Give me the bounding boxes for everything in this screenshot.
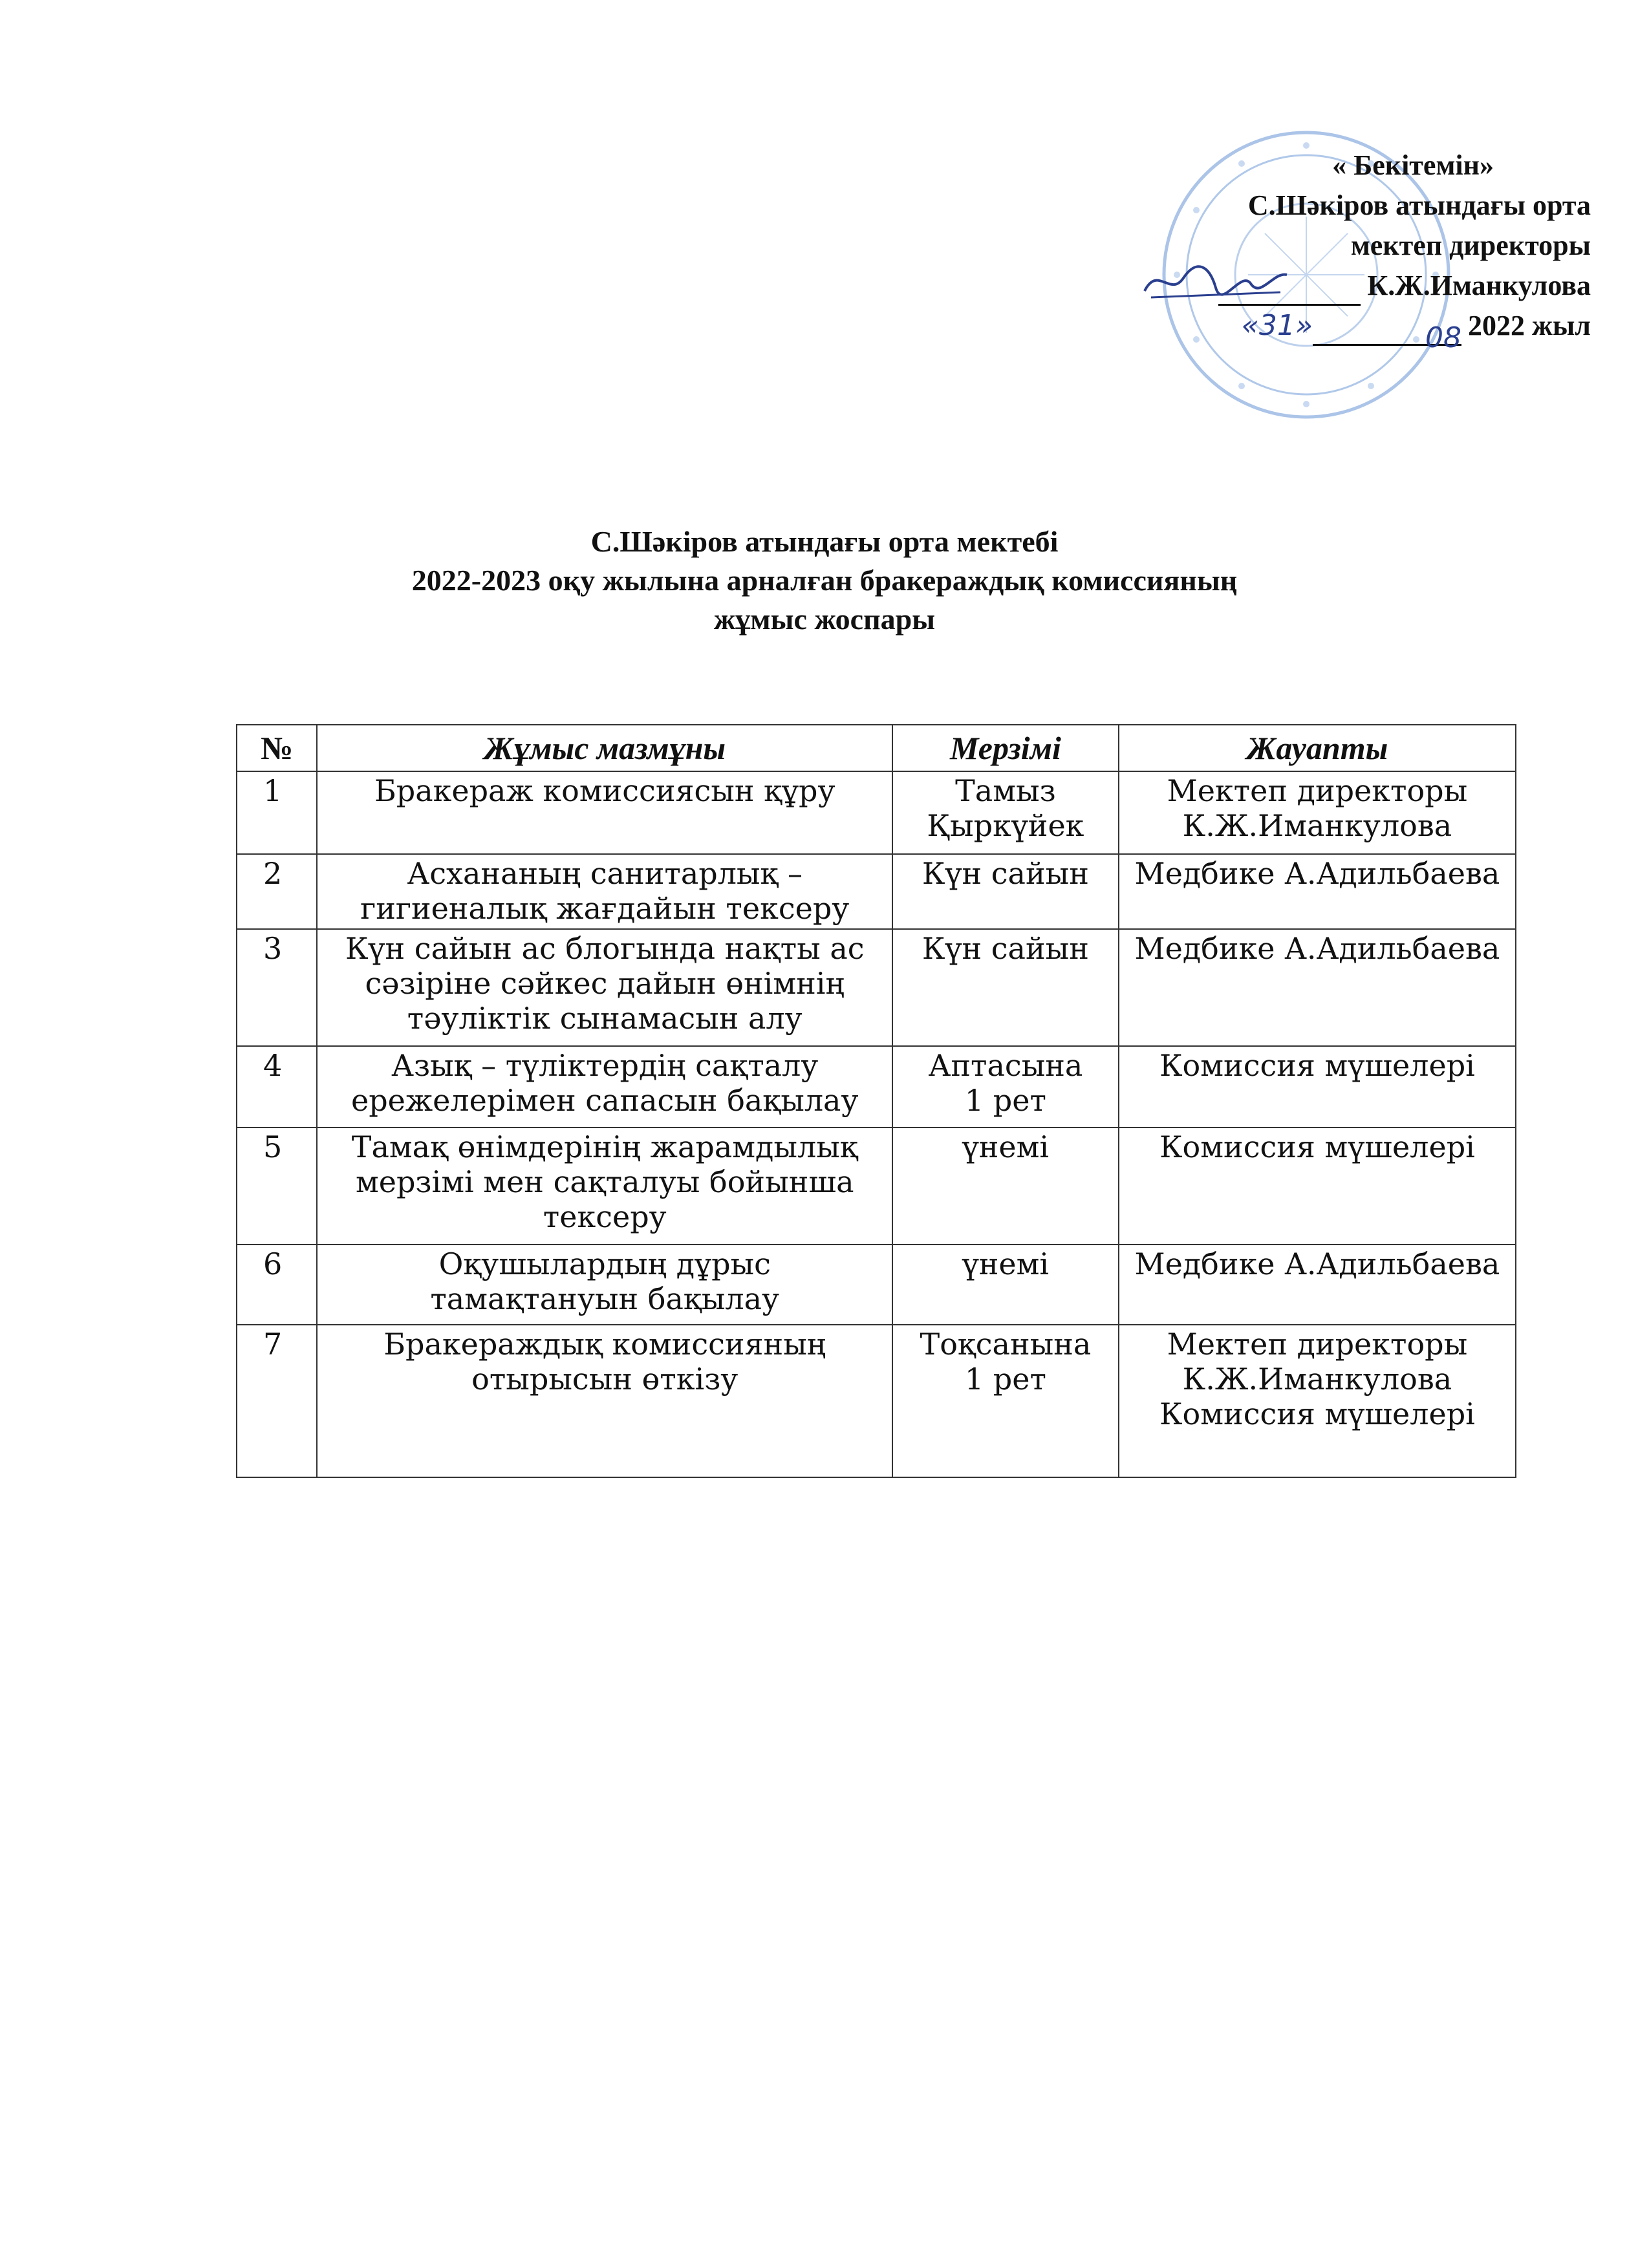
row-responsible-line: Мектеп директоры — [1167, 1327, 1468, 1362]
row-content — [317, 1245, 892, 1325]
row-content-line: Бракераждық комиссияның — [383, 1327, 826, 1362]
row-term-line: үнемі — [962, 1129, 1050, 1164]
approval-school: С.Шәкіров атындағы орта — [1247, 189, 1591, 221]
row-responsible-line: К.Ж.Иманкулова — [1182, 808, 1452, 843]
row-content-line: тамақтануын бақылау — [430, 1281, 780, 1316]
row-content — [317, 854, 892, 929]
row-responsible — [1119, 771, 1516, 854]
document-title — [0, 522, 1649, 639]
row-number: 2 — [237, 854, 317, 929]
table-row — [237, 1046, 1516, 1128]
approval-director-line — [1099, 266, 1591, 306]
title-line-1: С.Шәкіров атындағы орта мектебі — [590, 525, 1059, 558]
title-line-3: жұмыс жоспары — [713, 603, 936, 636]
row-term — [892, 1046, 1119, 1128]
row-term-line: Күн сайын — [921, 931, 1089, 966]
row-term-line: Аптасына — [928, 1048, 1083, 1083]
row-content-line: отырысын өткізу — [471, 1362, 738, 1396]
row-term-line: Тоқсанына — [920, 1327, 1092, 1362]
header-number: № — [237, 725, 317, 771]
date-month: 08 — [1425, 321, 1462, 354]
row-term — [892, 1128, 1119, 1245]
row-responsible-line: Комиссия мүшелері — [1159, 1048, 1475, 1083]
row-term-line: Тамыз — [955, 773, 1056, 808]
row-content-line: Күн сайын ас блогында нақты ас — [345, 931, 865, 966]
header-term: Мерзімі — [892, 725, 1119, 771]
row-content-line: тәуліктік сынамасын алу — [407, 1001, 803, 1036]
row-responsible — [1119, 1245, 1516, 1325]
date-year: 2022 жыл — [1468, 310, 1591, 341]
row-content — [317, 1046, 892, 1128]
row-responsible — [1119, 929, 1516, 1046]
row-number: 4 — [237, 1046, 317, 1128]
header-responsible: Жауапты — [1119, 725, 1516, 771]
row-content — [317, 771, 892, 854]
row-term-line: Қыркүйек — [927, 808, 1084, 843]
row-content-line: Асхананың санитарлық – — [407, 856, 803, 891]
row-term-line: 1 рет — [964, 1362, 1046, 1396]
row-term-line: үнемі — [962, 1246, 1050, 1281]
table-row — [237, 854, 1516, 929]
row-term — [892, 1325, 1119, 1477]
row-content — [317, 929, 892, 1046]
row-term — [892, 854, 1119, 929]
header-content: Жұмыс мазмұны — [317, 725, 892, 771]
approval-date-line — [1099, 306, 1591, 354]
row-content-line: Азық – түліктердің сақталу — [391, 1048, 819, 1083]
row-term-line: Күн сайын — [921, 856, 1089, 891]
row-term-line: 1 рет — [964, 1083, 1046, 1118]
row-term — [892, 929, 1119, 1046]
row-content-line: Бракераж комиссиясын құру — [374, 773, 835, 808]
row-content-line: ережелерімен сапасын бақылау — [350, 1083, 859, 1118]
table-row — [237, 1245, 1516, 1325]
row-responsible — [1119, 1128, 1516, 1245]
row-content — [317, 1325, 892, 1477]
table-row — [237, 771, 1516, 854]
row-responsible-line: Медбике А.Адильбаева — [1134, 856, 1500, 891]
row-responsible-line: Комиссия мүшелері — [1159, 1396, 1475, 1431]
row-content-line: Оқушылардың дұрыс — [438, 1246, 771, 1281]
table-row — [237, 929, 1516, 1046]
row-responsible — [1119, 1046, 1516, 1128]
row-number: 1 — [237, 771, 317, 854]
row-content-line: Тамақ өнімдерінің жарамдылық — [351, 1129, 858, 1164]
row-responsible-line: Комиссия мүшелері — [1159, 1129, 1475, 1164]
table-row — [237, 1128, 1516, 1245]
row-responsible-line: Медбике А.Адильбаева — [1134, 1246, 1500, 1281]
row-content-line: сәзіріне сәйкес дайын өнімнің — [365, 966, 845, 1001]
row-number: 5 — [237, 1128, 317, 1245]
row-responsible-line: Медбике А.Адильбаева — [1134, 931, 1500, 966]
title-line-2: 2022-2023 оқу жылына арналған бракераждық комиссияның — [411, 564, 1238, 597]
row-number: 6 — [237, 1245, 317, 1325]
row-responsible — [1119, 854, 1516, 929]
row-term — [892, 771, 1119, 854]
row-term — [892, 1245, 1119, 1325]
signature-blank — [1218, 278, 1361, 306]
table-header-row — [237, 725, 1516, 771]
table-row — [237, 1325, 1516, 1477]
date-close-quote: » — [1295, 309, 1313, 342]
work-plan-table — [236, 724, 1516, 1478]
row-content-line: мерзімі мен сақталуы бойынша — [355, 1164, 854, 1199]
date-day: 31 — [1258, 309, 1295, 342]
date-month-blank — [1313, 318, 1462, 354]
row-responsible-line: К.Ж.Иманкулова — [1182, 1362, 1452, 1396]
date-open-quote: « — [1241, 309, 1259, 342]
approval-heading: « Бекітемін» — [1332, 149, 1494, 181]
row-content-line: тексеру — [543, 1199, 667, 1234]
row-content-line: гигиеналық жағдайын тексеру — [360, 891, 850, 926]
row-responsible-line: Мектеп директоры — [1167, 773, 1468, 808]
row-content — [317, 1128, 892, 1245]
row-number: 7 — [237, 1325, 317, 1477]
row-responsible — [1119, 1325, 1516, 1477]
approval-director-name: К.Ж.Иманкулова — [1367, 270, 1591, 301]
row-number: 3 — [237, 929, 317, 1046]
approval-block — [1099, 145, 1591, 354]
approval-position: мектеп директоры — [1350, 230, 1591, 261]
